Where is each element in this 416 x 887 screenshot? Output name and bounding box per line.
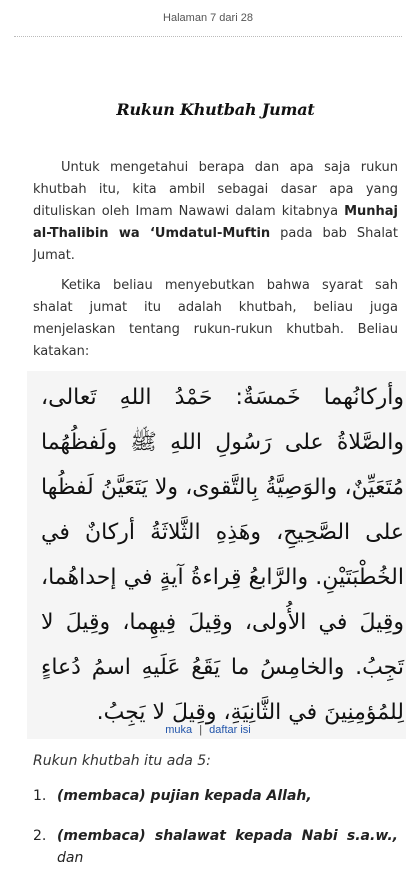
section-title: Rukun Khutbah Jumat [116,100,315,119]
paragraph-context: Ketika beliau menyebutkan bahwa syarat sah shalat jumat itu adalah khutbah, beliau juga menjelaskan tentang rukun-rukun khutbah. Beliau katakan: [33,278,398,359]
footer-separator: | [199,724,203,736]
list-text: (membaca) shalawat kepada Nabi s.a.w., [57,828,398,844]
list-number: 2. [33,828,47,844]
book-title: Munhaj al-Thalibin wa ‘Umdatul-Muftin [33,204,398,241]
list-text: (membaca) pujian kepada Allah, [57,788,312,804]
paragraph-intro-before: Untuk mengetahui berapa dan apa saja rukun khutbah itu, kita ambil sebagai dasar apa yang dituliskan oleh Imam Nawawi dalam kitabnya [33,160,398,219]
home-link[interactable]: muka [165,724,193,736]
paragraph-intro [33,157,398,267]
arabic-quote: وأركانُهما خَمسَةٌ: حَمْدُ اللهِ تَعالى، والصَّلاةُ على رَسُولِ اللهِ ﷺ ولَفظُهُما مُتَعَيِّنٌ، والوَصِيَّةُ بِالتَّقوى، ولا يَتَعَيَّنُ لَفظُها على الصَّحِيحِ، وهَذِهِ الثَّلاثَةُ أركانٌ في الخُطْبَتَيْنِ. والرَّابعُ قِراءةُ آيةٍ في إحداهُما، وقِيلَ في الأُولى، وقِيلَ فِيهِما، وقِيلَ لا تَجِبُ. والخامِسُ ما يَقَعُ عَلَيهِ اسمُ دُعاءٍ لِلمُؤمِنِينَ في الثَّانِيَةِ، وقِيلَ لا يَجِبُ. [27,371,406,739]
list-item [33,825,398,869]
header-divider [14,36,402,37]
paragraph-intro-after: pada bab Shalat Jumat. [33,226,398,263]
document-content [33,100,404,887]
list-tail: dan [57,850,84,866]
toc-link[interactable]: daftar isi [209,724,251,736]
footer-nav [0,724,416,736]
list-item [33,785,398,807]
list-number: 1. [33,788,47,804]
page-indicator: Halaman 7 dari 28 [163,12,253,24]
list-heading: Rukun khutbah itu ada 5: [33,753,211,769]
rukun-list [33,785,398,869]
